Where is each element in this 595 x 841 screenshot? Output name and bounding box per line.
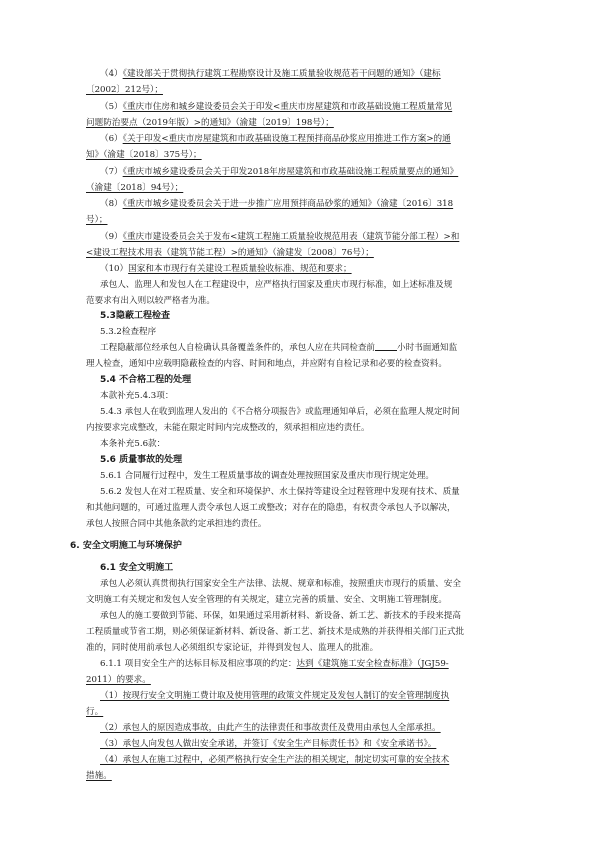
paragraph: 工程质量或节省工期，则必须保证新材料、新设备、新工艺、新技术是成熟的并获得相关部门正式批 [86, 627, 465, 637]
list-item-cont: 〔2002〕212号）； [86, 85, 163, 95]
list-item: （10）国家和本市现行有关建设工程质量验收标准、规范和要求； [100, 264, 352, 274]
section-heading-6: 6. 安全文明施工与环境保护 [70, 541, 182, 551]
list-item: （1）按现行安全文明施工费计取及使用管理的政策文件规定及发包人制订的安全管理制度执 [100, 691, 450, 701]
paragraph: 范要求有出入则以较严格者为准。 [86, 296, 215, 306]
list-item: （2）承包人的原因造成事故，由此产生的法律责任和事故责任及费用由承包人全部承担。 [100, 723, 441, 733]
paragraph: 本款补充5.4.3项： [100, 391, 174, 401]
paragraph: 承包人按照合同中其他条款约定承担违约责任。 [86, 519, 267, 529]
list-item: （4）《建设部关于贯彻执行建筑工程勘察设计及施工质量验收规范若干问题的通知》（建标 [100, 69, 441, 79]
paragraph: 内按要求完成整改，未能在限定时间内完成整改的，须承担相应违约责任。 [86, 423, 370, 433]
list-item-cont: 行。 [86, 707, 104, 717]
list-item-cont: 措施。 [86, 771, 112, 781]
paragraph: 准的，同时使用前承包人必须组织专家论证，并得到发包人、监理人的批准。 [86, 643, 379, 653]
list-item: （3）承包人向发包人做出安全承诺，并签订《安全生产目标责任书》和《安全承诺书》。 [100, 739, 437, 749]
paragraph: 6.1.1 项目安全生产的达标目标及相应事项的约定：达到《建筑施工安全检查标准》（JGJ59- [100, 659, 449, 669]
list-item-cont: 知》（渝建〔2018〕375号）； [86, 150, 202, 160]
paragraph: 承包人必须认真贯彻执行国家安全生产法律、法规、规章和标准，按照重庆市现行的质量、安全 [100, 579, 461, 589]
paragraph: 2011）的要求。 [86, 675, 151, 685]
section-heading-5-4: 5.4 不合格工程的处理 [100, 375, 192, 385]
list-item: （5）《重庆市住房和城乡建设委员会关于印发<重庆市房屋建筑和市政基础设施工程质量常见 [100, 102, 453, 112]
list-item-cont: （渝建〔2018〕94号）； [86, 183, 184, 193]
list-item: （4）承包人在施工过程中，必须严格执行安全生产法的相关规定，制定切实可靠的安全技术 [100, 755, 450, 765]
section-heading-5-3: 5.3隐蔽工程检查 [100, 311, 170, 321]
paragraph: 承包人、监理人和发包人在工程建设中，应严格执行国家及重庆市现行标准，如上述标准及规 [100, 280, 453, 290]
paragraph: 5.6.2 发包人在对工程质量、安全和环境保护、水土保持等建设全过程管理中发现有技术、质量 [100, 487, 460, 497]
section-heading-5-6: 5.6 质量事故的处理 [100, 455, 183, 465]
list-item-cont: 问题防治要点（2019年版）>的通知》（渝建〔2019〕198号）； [86, 118, 334, 128]
subsection-heading: 5.3.2检查程序 [100, 327, 157, 337]
paragraph: 工程隐蔽部位经承包人自检确认具备覆盖条件的，承包人应在共同检查前 小时书面通知监 [100, 343, 458, 353]
list-item: （8）《重庆市城乡建设委员会关于进一步推广应用预拌商品砂浆的通知》（渝建〔2016〕318 [100, 199, 454, 209]
paragraph: 文明施工有关规定和发包人安全管理的有关规定，建立完善的质量、安全、文明施工管理制度。 [86, 595, 447, 605]
list-item-cont: 号）； [86, 215, 108, 225]
paragraph: 5.4.3 承包人在收到监理人发出的《不合格分项报告》或监理通知单后，必须在监理人规定时间 [100, 407, 460, 417]
paragraph: 理人检查，通知中应载明隐蔽检查的内容、时间和地点，并应附有自检记录和必要的检查资料。 [86, 359, 447, 369]
section-heading-6-1: 6.1 安全文明施工 [100, 563, 174, 573]
list-item-cont: <建设工程技术用表（建筑节能工程）>的通知》（渝建发〔2008〕76号）； [86, 248, 374, 258]
paragraph: 本条补充5.6款： [100, 439, 166, 449]
list-item: （9）《重庆市建设委员会关于发布<建筑工程施工质量验收规范用表（建筑节能分部工程）>和 [100, 232, 460, 242]
paragraph: 和其他问题的，可通过监理人责令承包人返工或整改；对存在的隐患，有权责令承包人予以解决， [86, 503, 456, 513]
paragraph: 承包人的施工要做到节能、环保，如果通过采用新材料、新设备、新工艺、新技术的手段来提高 [100, 611, 461, 621]
paragraph: 5.6.1 合同履行过程中，发生工程质量事故的调查处理按照国家及重庆市现行规定处理。 [100, 471, 434, 481]
list-item: （7）《重庆市城乡建设委员会关于印发2018年房屋建筑和市政基础设施工程质量要点的通知》 [100, 167, 459, 177]
blank-field [375, 341, 397, 351]
list-item: （6）《关于印发<重庆市房屋建筑和市政基础设施工程预拌商品砂浆应用推进工作方案>的通 [100, 134, 451, 144]
